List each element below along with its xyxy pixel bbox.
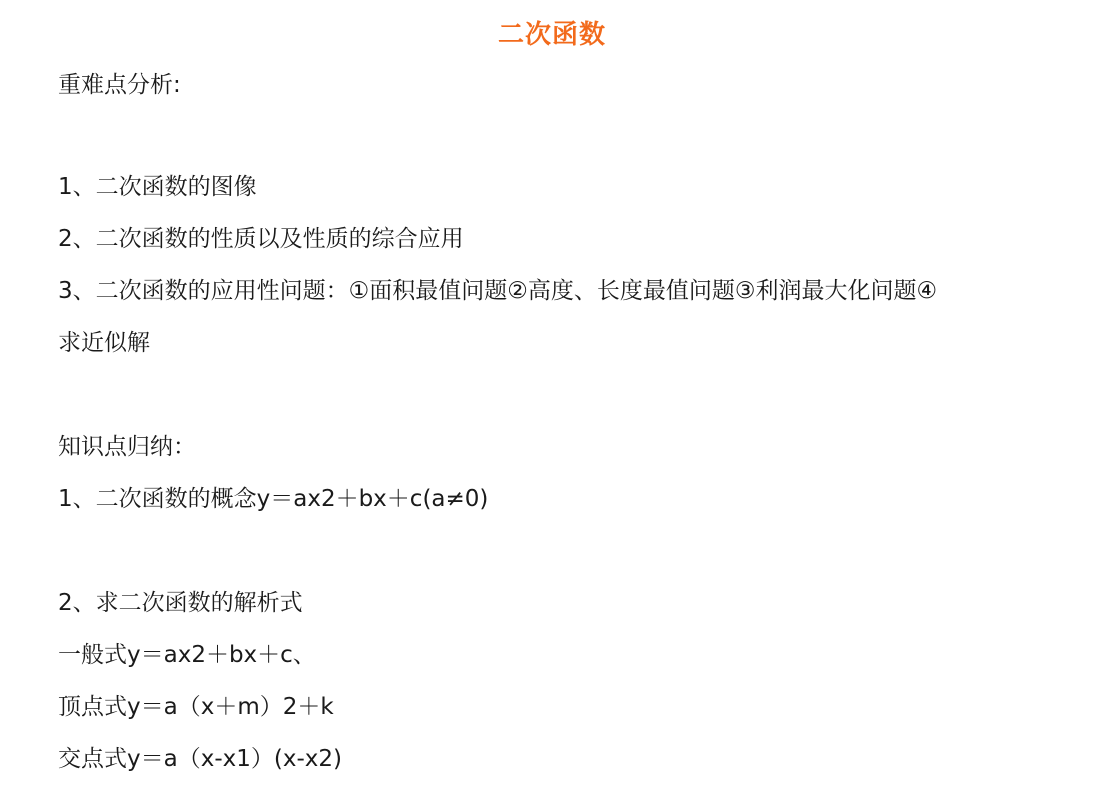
key-point-3: 3、二次函数的应用性问题：①面积最值问题②高度、长度最值问题③利润最大化问题④: [58, 278, 938, 304]
key-point-1: 1、二次函数的图像: [58, 174, 257, 200]
key-point-2: 2、二次函数的性质以及性质的综合应用: [58, 226, 464, 252]
general-form: 一般式y＝ax2＋bx＋c、: [58, 642, 316, 668]
intercept-form: 交点式y＝a（x-x1）(x-x2): [58, 746, 342, 772]
section-heading-key-points: 重难点分析:: [58, 72, 181, 98]
key-point-3-continuation: 求近似解: [58, 330, 150, 356]
section-heading-knowledge-summary: 知识点归纳：: [58, 434, 196, 460]
document-title: 二次函数: [497, 20, 606, 50]
knowledge-point-1-concept: 1、二次函数的概念y＝ax2＋bx＋c(a≠0): [58, 486, 489, 512]
vertex-form: 顶点式y＝a（x＋m）2＋k: [58, 694, 334, 720]
knowledge-point-2-analytic-form: 2、求二次函数的解析式: [58, 590, 303, 616]
